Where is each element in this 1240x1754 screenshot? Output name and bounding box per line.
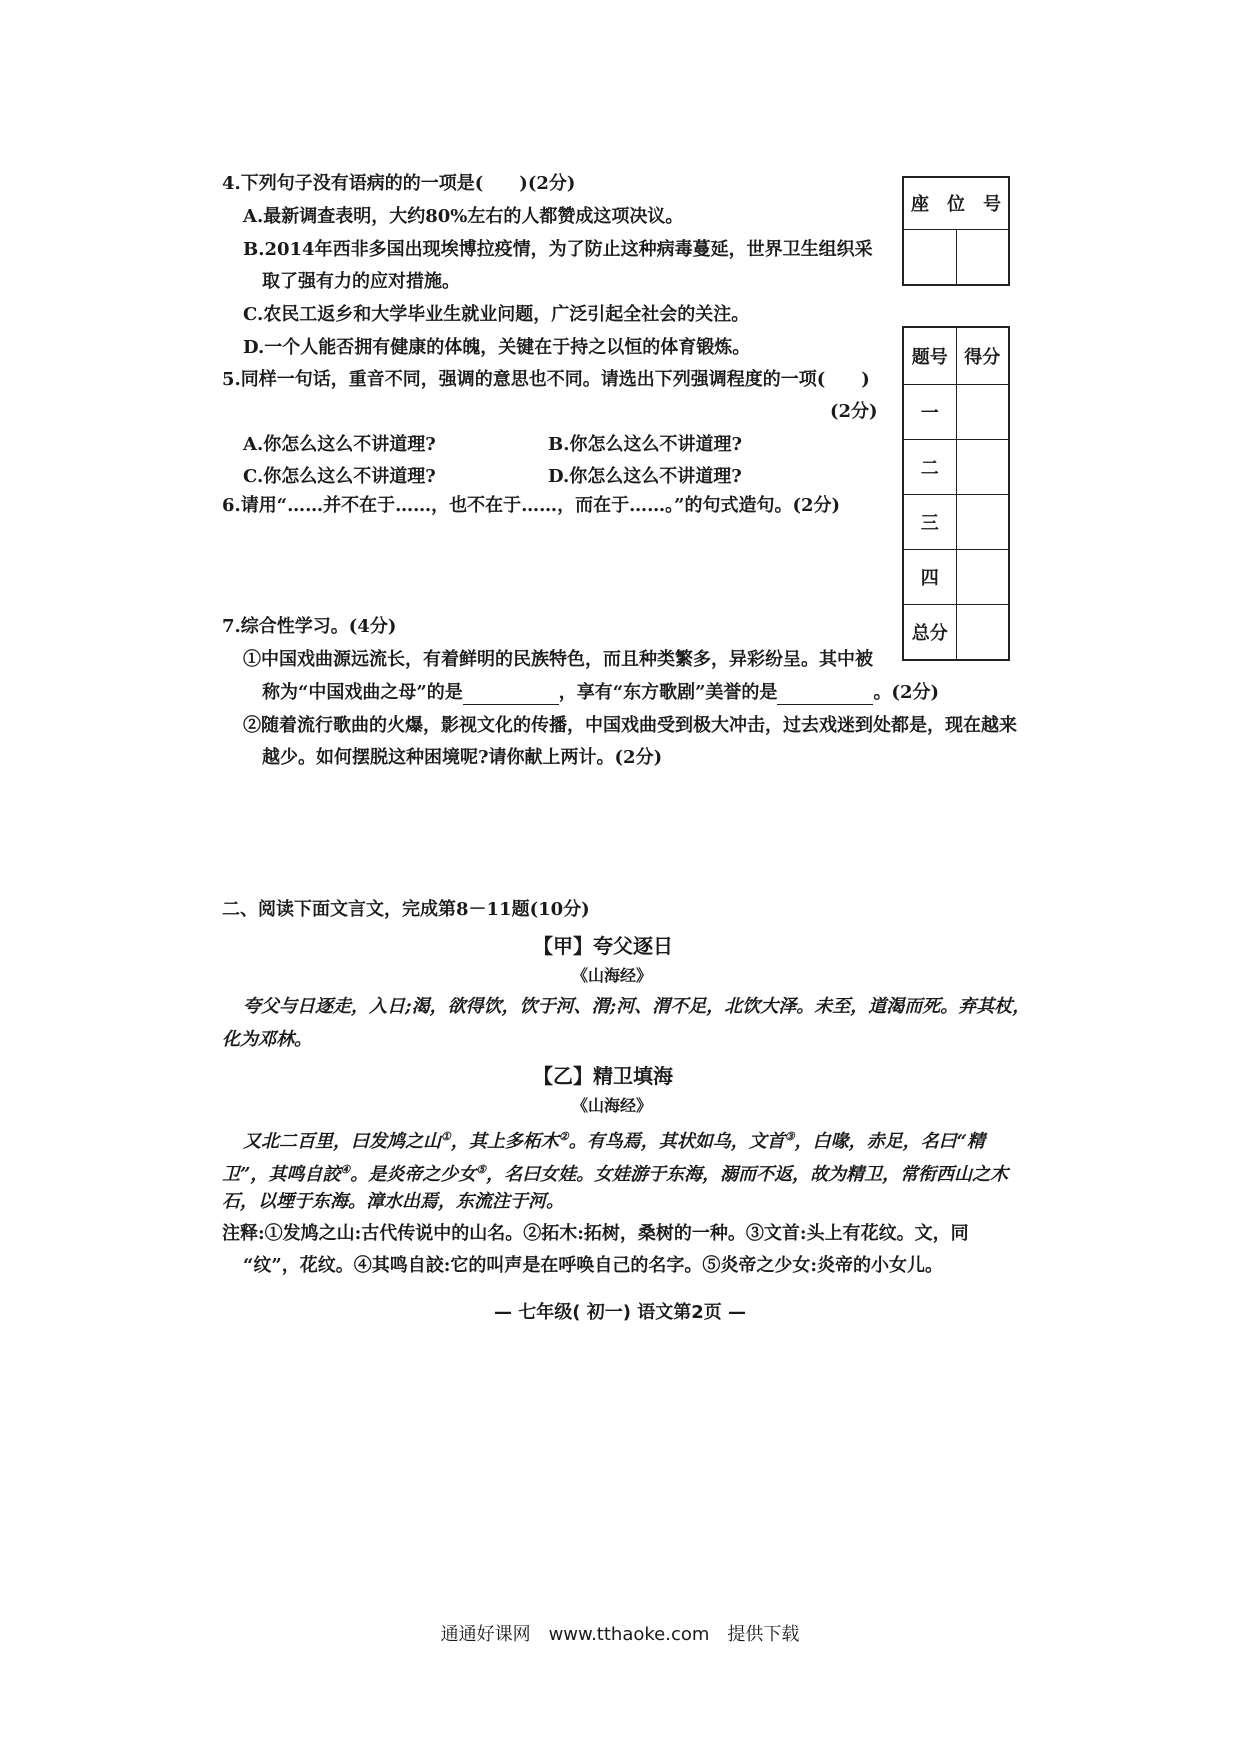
score-cell-total[interactable] [956, 604, 1009, 660]
seat-number-box-1[interactable] [903, 229, 956, 285]
score-table-header-number: 题号 [903, 327, 956, 384]
q7-part1-text-b: ，享有“东方歌剧”美誉的是 [558, 682, 778, 703]
note-mark-1: ① [441, 1130, 451, 1143]
yi-source: 《山海经》 [572, 1096, 653, 1115]
yi-text-1c: 。有鸟焉，其状如乌，文首 [568, 1131, 785, 1152]
notes-line2: “纹”，花纹。④其鸣自詨:它的叫声是在呼唤自己的名字。⑤炎帝之少女:炎帝的小女儿。 [243, 1255, 943, 1276]
q4-option-a: A.最新调查表明，大约80%左右的人都赞成这项决议。 [243, 206, 684, 227]
q5-option-d: D.你怎么这么不讲道理? [548, 466, 742, 487]
score-table-header-score: 得分 [956, 327, 1009, 384]
q7-part2-line1: ②随着流行歌曲的火爆，影视文化的传播，中国戏曲受到极大冲击，过去戏迷到处都是，现在越来 [243, 715, 1017, 736]
jia-title: 【甲】夸父逐日 [533, 934, 673, 958]
yi-text-1d: ，白喙，赤足，名曰“精 [794, 1131, 985, 1152]
site-footer: 通通好课网 www.tthaoke.com 提供下载 [440, 1624, 800, 1645]
seat-number-label: 座 位 号 [903, 177, 1009, 229]
q7-part1-line1: ①中国戏曲源远流长，有着鲜明的民族特色，而且种类繁多，异彩纷呈。其中被 [243, 649, 873, 670]
yi-text-1a: 又北二百里，曰发鸠之山 [243, 1131, 441, 1152]
score-cell-2[interactable] [956, 439, 1009, 494]
score-row-label-3: 三 [903, 494, 956, 549]
section2-heading: 二、阅读下面文言文，完成第8－11题(10分) [222, 899, 590, 920]
score-cell-4[interactable] [956, 549, 1009, 604]
yi-text-2c: ，名曰女娃。女娃游于东海，溺而不返，故为精卫，常衔西山之木 [486, 1164, 1009, 1185]
jia-text-line2: 化为邓林。 [222, 1029, 312, 1050]
q7-part1-text-a: 称为“中国戏曲之母”的是 [262, 682, 463, 703]
yi-text-2b: 。是炎帝之少女 [350, 1164, 477, 1185]
score-table [902, 326, 1010, 661]
q5-option-a: A.你怎么这么不讲道理? [243, 434, 436, 455]
jia-source: 《山海经》 [572, 966, 653, 985]
seat-number-box-2[interactable] [956, 229, 1009, 285]
seat-number-table [902, 176, 1010, 286]
q4-option-b-line2: 取了强有力的应对措施。 [262, 271, 460, 292]
page-number-footer: — 七年级( 初一) 语文第2页 — [493, 1302, 747, 1323]
yi-text-line2 [222, 1158, 1008, 1187]
yi-text-line3: 石，以堙于东海。漳水出焉，东流注于河。 [222, 1191, 564, 1212]
yi-text-1b: ，其上多柘木 [450, 1131, 559, 1152]
q4-option-b-line1: B.2014年西非多国出现埃博拉疫情，为了防止这种病毒蔓延，世界卫生组织采 [243, 239, 873, 260]
answer-blank-1[interactable] [463, 686, 559, 705]
q6-stem: 6.请用“……并不在于……，也不在于……，而在于……。”的句式造句。(2分) [222, 495, 841, 516]
yi-text-line1 [243, 1125, 985, 1154]
score-row-label-total: 总分 [903, 604, 956, 660]
score-cell-1[interactable] [956, 384, 1009, 439]
q7-part1-line2 [262, 681, 939, 705]
yi-title: 【乙】精卫填海 [533, 1064, 673, 1088]
note-mark-5: ⑤ [476, 1163, 487, 1176]
q7-part2-line2: 越少。如何摆脱这种困境呢?请你献上两计。(2分) [262, 747, 663, 768]
q4-stem: 4.下列句子没有语病的的一项是( )(2分) [222, 173, 576, 194]
notes-line1: 注释:①发鸠之山:古代传说中的山名。②拓木:拓树，桑树的一种。③文首:头上有花纹。文，同 [222, 1223, 969, 1244]
score-row-label-4: 四 [903, 549, 956, 604]
q7-part1-text-c: 。(2分) [873, 682, 939, 703]
q5-stem: 5.同样一句话，重音不同，强调的意思也不同。请选出下列强调程度的一项( ) [222, 369, 870, 390]
note-mark-3: ③ [784, 1130, 795, 1143]
yi-text-2a: 卫”，其鸣自詨 [222, 1164, 341, 1185]
score-cell-3[interactable] [956, 494, 1009, 549]
note-mark-2: ② [558, 1130, 569, 1143]
score-row-label-1: 一 [903, 384, 956, 439]
q7-stem: 7.综合性学习。(4分) [222, 616, 397, 637]
answer-blank-2[interactable] [777, 686, 873, 705]
score-row-label-2: 二 [903, 439, 956, 494]
jia-text-line1: 夸父与日逐走，入日;渴，欲得饮，饮于河、渭;河、渭不足，北饮大泽。未至，道渴而死。弃其杖， [243, 996, 1031, 1017]
q5-option-c: C.你怎么这么不讲道理? [243, 466, 436, 487]
note-mark-4: ④ [340, 1163, 351, 1176]
q5-option-b: B.你怎么这么不讲道理? [548, 434, 743, 455]
q4-option-c: C.农民工返乡和大学毕业生就业问题，广泛引起全社会的关注。 [243, 304, 750, 325]
q4-option-d: D.一个人能否拥有健康的体魄，关键在于持之以恒的体育锻炼。 [243, 337, 751, 358]
q5-score: (2分) [830, 401, 878, 422]
